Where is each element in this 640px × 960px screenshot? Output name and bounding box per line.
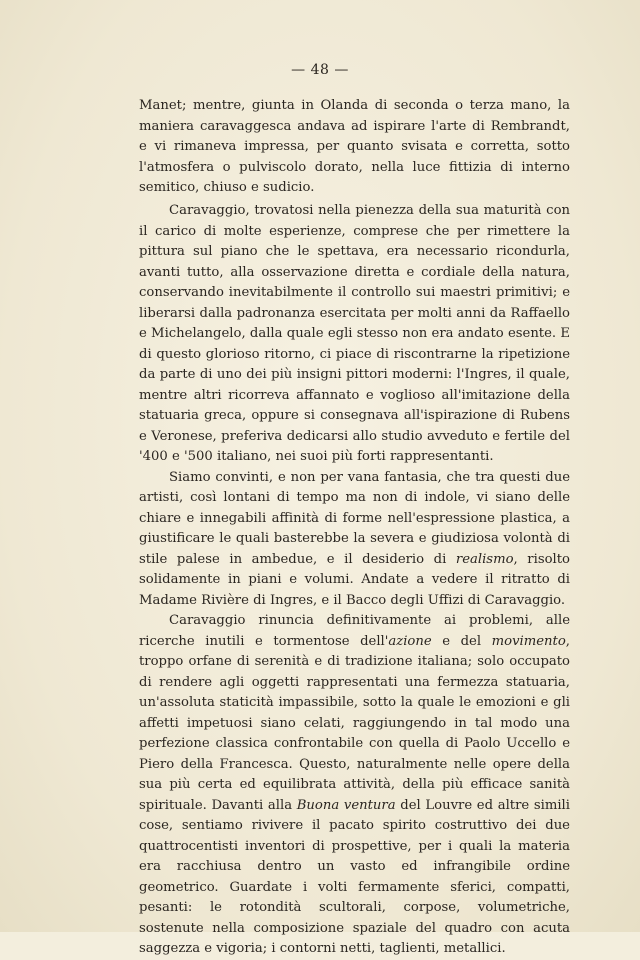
paragraph-4-emphasis-3: Buona ventura bbox=[296, 797, 396, 813]
text-block-top bbox=[139, 96, 570, 199]
paragraph-4-part-a: Caravaggio rinuncia definitivamente ai problemi, alle ricerche inutili e tormentose dell' bbox=[139, 613, 570, 649]
paragraph-2: Caravaggio, trovatosi nella pienezza della sua maturità con il carico di molte esperienze, comprese che per rimettere la pittura sul piano che le spettava, era necessario ricondurla, avanti tutto, alla osservazione diretta e cordiale della natura, conservando inevitabilmente il controllo sui maestri primitivi; e liberarsi dalla padronanza esercitata per molti anni da Raffaello e Michelangelo, dalla quale egli stesso non era andato esente. E di questo glorioso ritorno, ci piace di riscontrarne la ripetizione da parte di uno dei più insigni pittori moderni: l'Ingres, il quale, mentre altri ricorreva affannato e voglioso all'imitazione della statuaria greca, oppure si consegnava all'ispirazione di Rubens e Veronese, preferiva dedicarsi allo studio avveduto e fertile del '400 e '500 italiano, nei suoi più forti rappresentanti. bbox=[139, 203, 570, 464]
paragraph-3-part-a: Siamo convinti, e non per vana fantasia, che tra questi due artisti, così lontani di tempo ma non di indole, vi siano delle chiare e innegabili affinità di forme nell'espressione plastica, a giustificare le quali basterebbe la severa e giudiziosa volontà di stile palese in ambedue, e il desiderio di bbox=[139, 469, 570, 567]
paragraph-1: Manet; mentre, giunta in Olanda di seconda o terza mano, la maniera caravaggesca andava ad ispirare l'arte di Rembrandt, e vi rimaneva impressa, per quanto svisata e corretta, sotto l'atmosfera o pulviscolo dorato, nella luce fittizia di interno semitico, chiuso e sudicio. bbox=[139, 98, 570, 195]
paragraph-3-part-b: , risolto solidamente in piani e volumi. Andate a vedere il ritratto di Madame Rivière di Ingres, e il Bacco degli Uffizi di Caravaggio. bbox=[139, 551, 570, 608]
paragraph-3 bbox=[139, 468, 570, 612]
paragraph-4-emphasis-2: movimento bbox=[491, 633, 566, 649]
page-number: — 48 — bbox=[291, 62, 349, 78]
text-block-main bbox=[139, 201, 570, 960]
paragraph-3-emphasis: realismo bbox=[455, 551, 514, 567]
paragraph-4-emphasis-1: azione bbox=[388, 633, 432, 649]
paragraph-4-part-c: , troppo orfane di serenità e di tradizione italiana; solo occupato di rendere agli oggetti rappresentati una fermezza statuaria, un'assoluta staticità impassibile, sotto la quale le emozioni e gli affetti impetuosi siano celati, raggiungendo in tal modo una perfezione classica confrontabile con quella di Paolo Uccello e Piero della Francesca. Questo, naturalmente nelle opere della sua più certa ed equilibrata attività, della più efficace sanità spirituale. Davanti alla bbox=[139, 633, 570, 813]
paragraph-4-part-d: del Louvre ed altre simili cose, sentiamo rivivere il pacato spirito costruttivo dei due quattrocentisti inventori di prospettive, per i quali la materia era racchiusa dentro un vasto ed infrangibile ordine geometrico. Guardate i volti fermamente sferici, compatti, pesanti: le rotondità scultorali, corpose, volumetriche, sostenute nella composizione spaziale del quadro con acuta saggezza e vigoria; i contorni netti, taglienti, metallici. bbox=[139, 797, 570, 956]
paragraph-4-part-b: e del bbox=[431, 633, 492, 649]
paragraph-4 bbox=[139, 611, 570, 960]
